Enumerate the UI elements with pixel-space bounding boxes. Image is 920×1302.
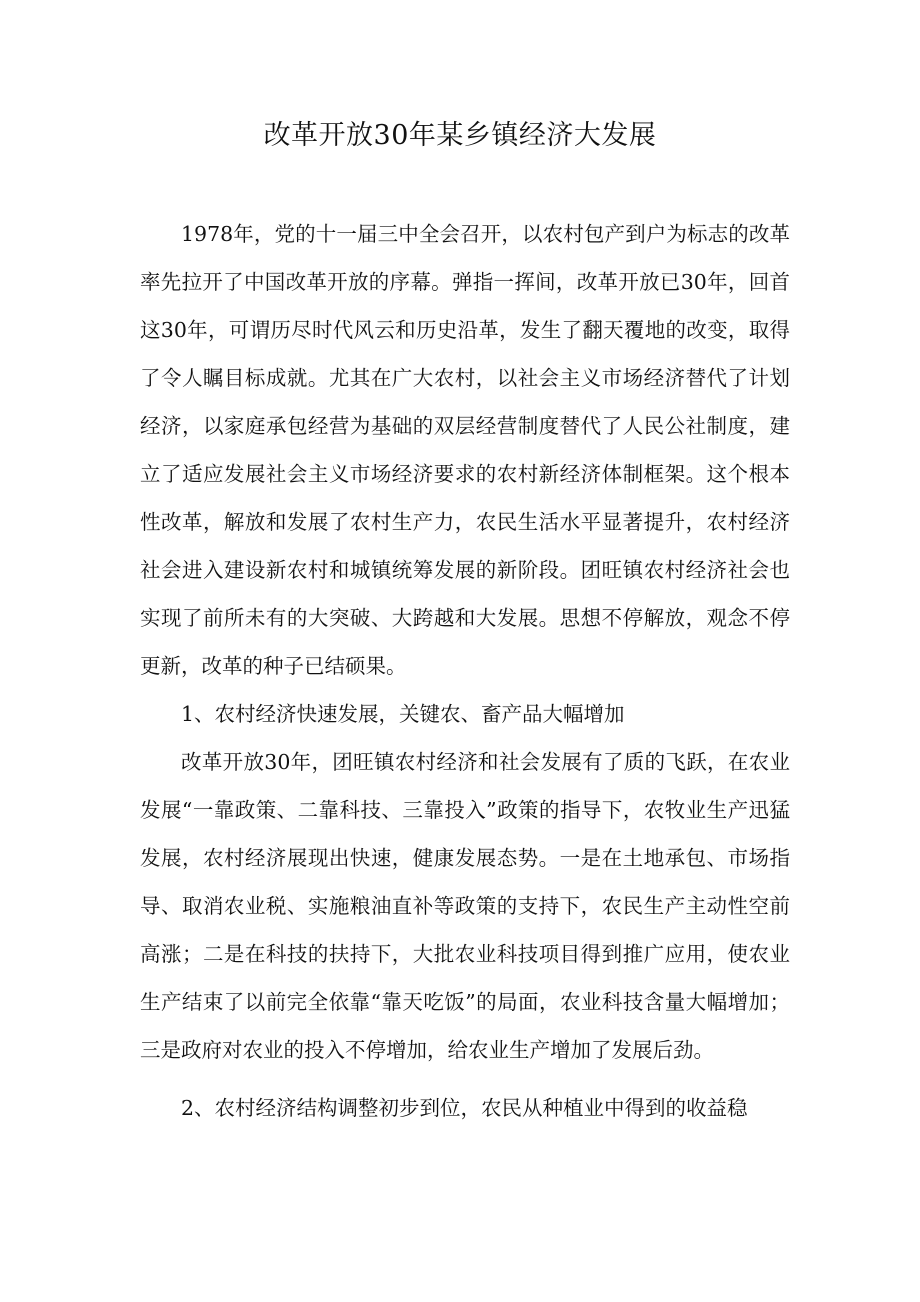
section-heading-2: 2、农村经济结构调整初步到位，农民从种植业中得到的收益稳: [181, 1096, 748, 1120]
section-heading-1: 1、农村经济快速发展，关键农、畜产品大幅增加: [181, 702, 625, 726]
document-title: 改革开放30年某乡镇经济大发展: [263, 120, 657, 151]
paragraph-intro: 1978年，党的十一届三中全会召开，以农村包产到户为标志的改革率先拉开了中国改革开放的序幕。弹指一挥间，改革开放已30年，回首这30年，可谓历尽时代风云和历史沿革，发生了翻天覆地的改变，取得了令人瞩目标成就。尤其在广大农村，以社会主义市场经济替代了计划经济，以家庭承包经营为基础的双层经营制度替代了人民公社制度，建立了适应发展社会主义市场经济要求的农村新经济体制框架。这个根本性改革，解放和发展了农村生产力，农民生活水平显著提升，农村经济社会进入建设新农村和城镇统筹发展的新阶段。团旺镇农村经济社会也实现了前所未有的大突破、大跨越和大发展。思想不停解放，观念不停更新，改革的种子已结硕果。: [140, 222, 790, 678]
document-body: [140, 210, 790, 1132]
paragraph-section-1: 改革开放30年，团旺镇农村经济和社会发展有了质的飞跃，在农业发展“一靠政策、二靠科技、三靠投入”政策的指导下，农牧业生产迅猛发展，农村经济展现出快速，健康发展态势。一是在土地承包、市场指导、取消农业税、实施粮油直补等政策的支持下，农民生产主动性空前高涨；二是在科技的扶持下，大批农业科技项目得到推广应用，使农业生产结束了以前完全依靠“靠天吃饭”的局面，农业科技含量大幅增加；三是政府对农业的投入不停增加，给农业生产增加了发展后劲。: [140, 750, 790, 1062]
